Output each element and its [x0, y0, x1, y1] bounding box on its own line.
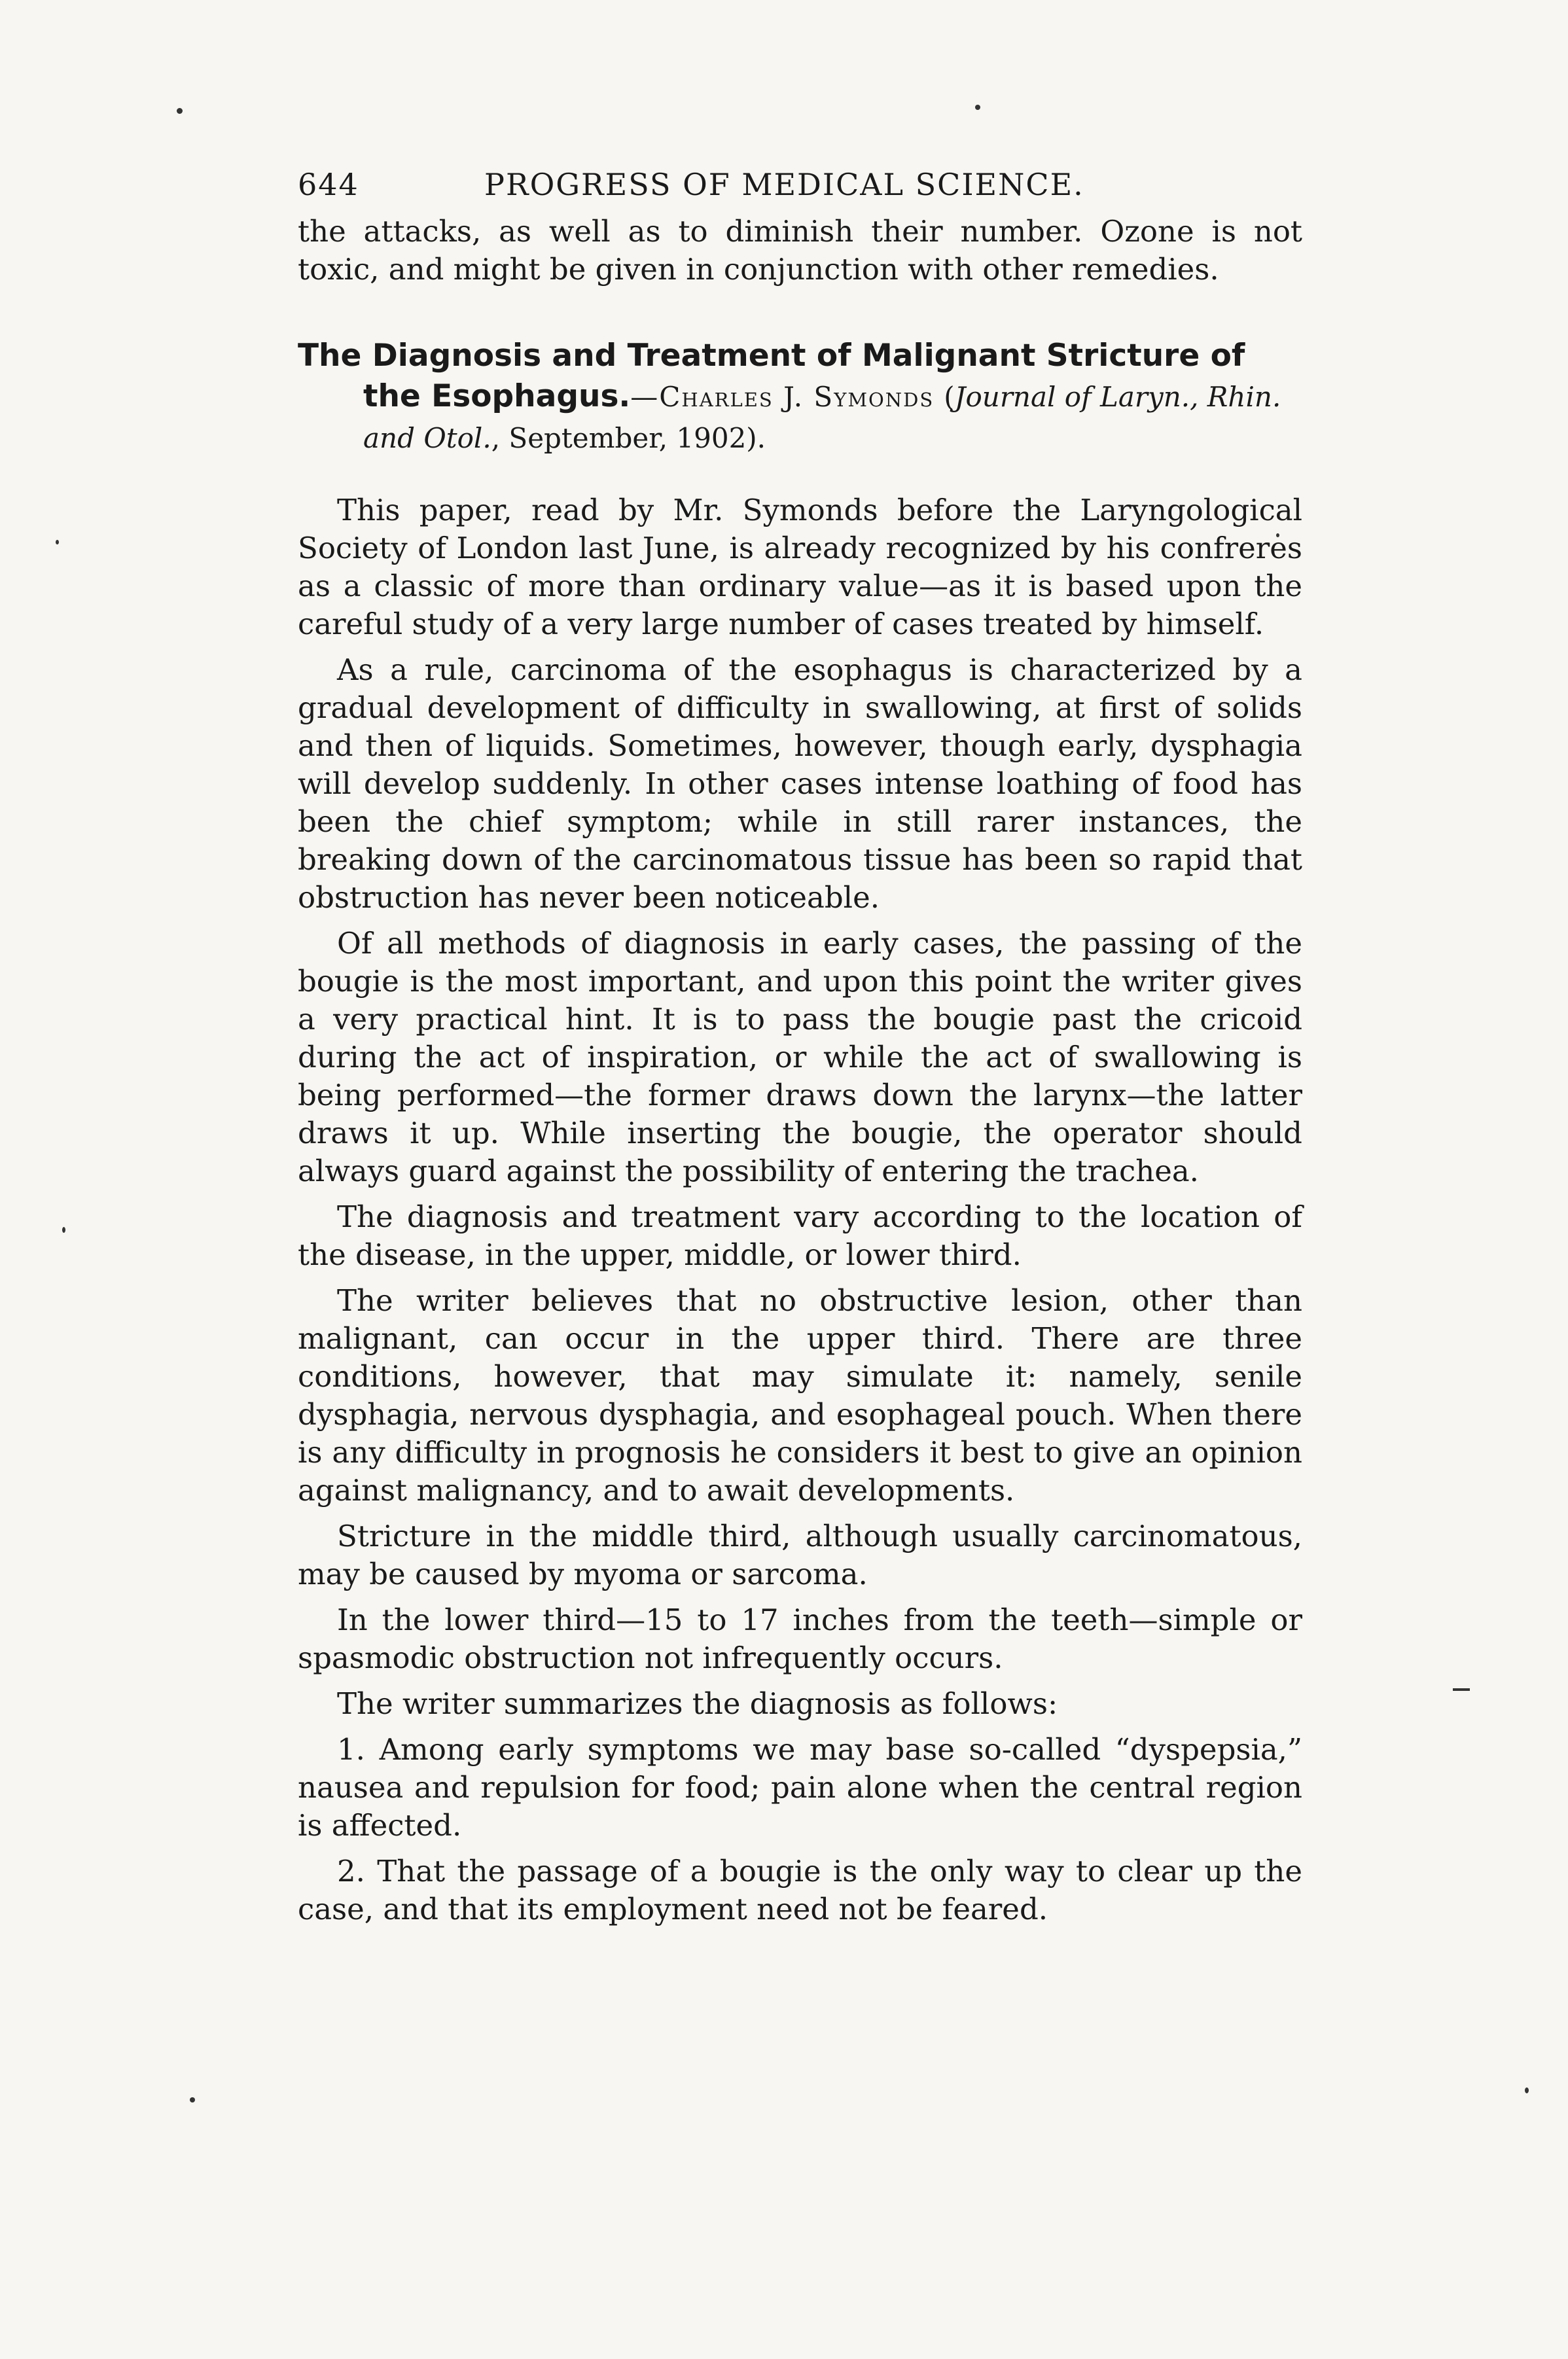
page-number: 644 — [298, 167, 359, 202]
citation-open: ( — [944, 381, 955, 413]
body-paragraph: The writer summarizes the diagnosis as follows: — [337, 1686, 1058, 1721]
body-paragraph: Stricture in the middle third, although usually carcinomatous, may be caused by myoma or sarcoma. — [298, 1519, 1302, 1591]
body-paragraph: This paper, read by Mr. Symonds before the Laryngological Society of London last June, is already recognized by his confreres as a classic of more than ordinary value—as it is based upon the careful study of a very large number of cases treated by himself. — [298, 493, 1302, 641]
body-paragraph: Of all methods of diagnosis in early cases, the passing of the bougie is the most important, and upon this point the writer gives a very practical hint. It is to pass the bougie past the cricoid during the act of inspiration, or while the act of swallowing is being performed—the former draws down the larynx—the latter draws it up. While inserting the bougie, the operator should always guard against the possibility of entering the trachea. — [298, 926, 1302, 1188]
article-title: The Diagnosis and Treatment of Malignant Stricture of the Esophagus. — [298, 338, 1245, 414]
scan-speck — [177, 108, 183, 114]
summary-item: 2. That the passage of a bougie is the only way to clear up the case, and that its employment need not be feared. — [298, 1854, 1302, 1926]
summary-item: 1. Among early symptoms we may base so-called “dyspepsia,” nausea and repulsion for food; pain alone when the central region is affected. — [298, 1732, 1302, 1843]
scan-speck — [190, 2097, 195, 2102]
body-paragraph: The diagnosis and treatment vary according to the location of the disease, in the upper, middle, or lower third. — [298, 1199, 1302, 1272]
article-author: —Charles J. Symonds — [630, 381, 935, 413]
body-paragraph: As a rule, carcinoma of the esophagus is characterized by a gradual development of difficulty in swallowing, at first of solids and then of liquids. Sometimes, however, though early, dysphagia will develop suddenly. In other cases intense loathing of food has been the chief symptom; while in still rarer instances, the breaking down of the carcinomatous tissue has been so rapid that obstruction has never been noticeable. — [298, 652, 1302, 915]
scan-speck — [56, 540, 59, 544]
body-paragraph: In the lower third—15 to 17 inches from the teeth—simple or spasmodic obstruction not infrequently occurs. — [298, 1603, 1302, 1675]
running-head — [298, 167, 1302, 213]
continuation-paragraph: the attacks, as well as to diminish their number. Ozone is not toxic, and might be given in conjunction with other remedies. — [298, 214, 1302, 287]
scan-speck — [62, 1227, 65, 1233]
scan-mark — [1453, 1688, 1470, 1691]
scan-speck — [1525, 2087, 1529, 2093]
citation-date: , September, 1902). — [491, 422, 766, 454]
citation-journal: Journal of Laryn., Rhin. and Otol. — [363, 381, 1281, 454]
running-title: PROGRESS OF MEDICAL SCIENCE. — [484, 167, 1084, 202]
body-paragraph: The writer believes that no obstructive lesion, other than malignant, can occur in the upper third. There are three conditions, however, that may simulate it: namely, senile dysphagia, nervous dysphagia, and esophageal pouch. When there is any difficulty in prognosis he considers it best to give an opinion against malignancy, and to await developments. — [298, 1283, 1302, 1508]
scan-speck — [975, 105, 980, 110]
article-heading — [298, 336, 1302, 459]
book-page — [298, 167, 1302, 1936]
